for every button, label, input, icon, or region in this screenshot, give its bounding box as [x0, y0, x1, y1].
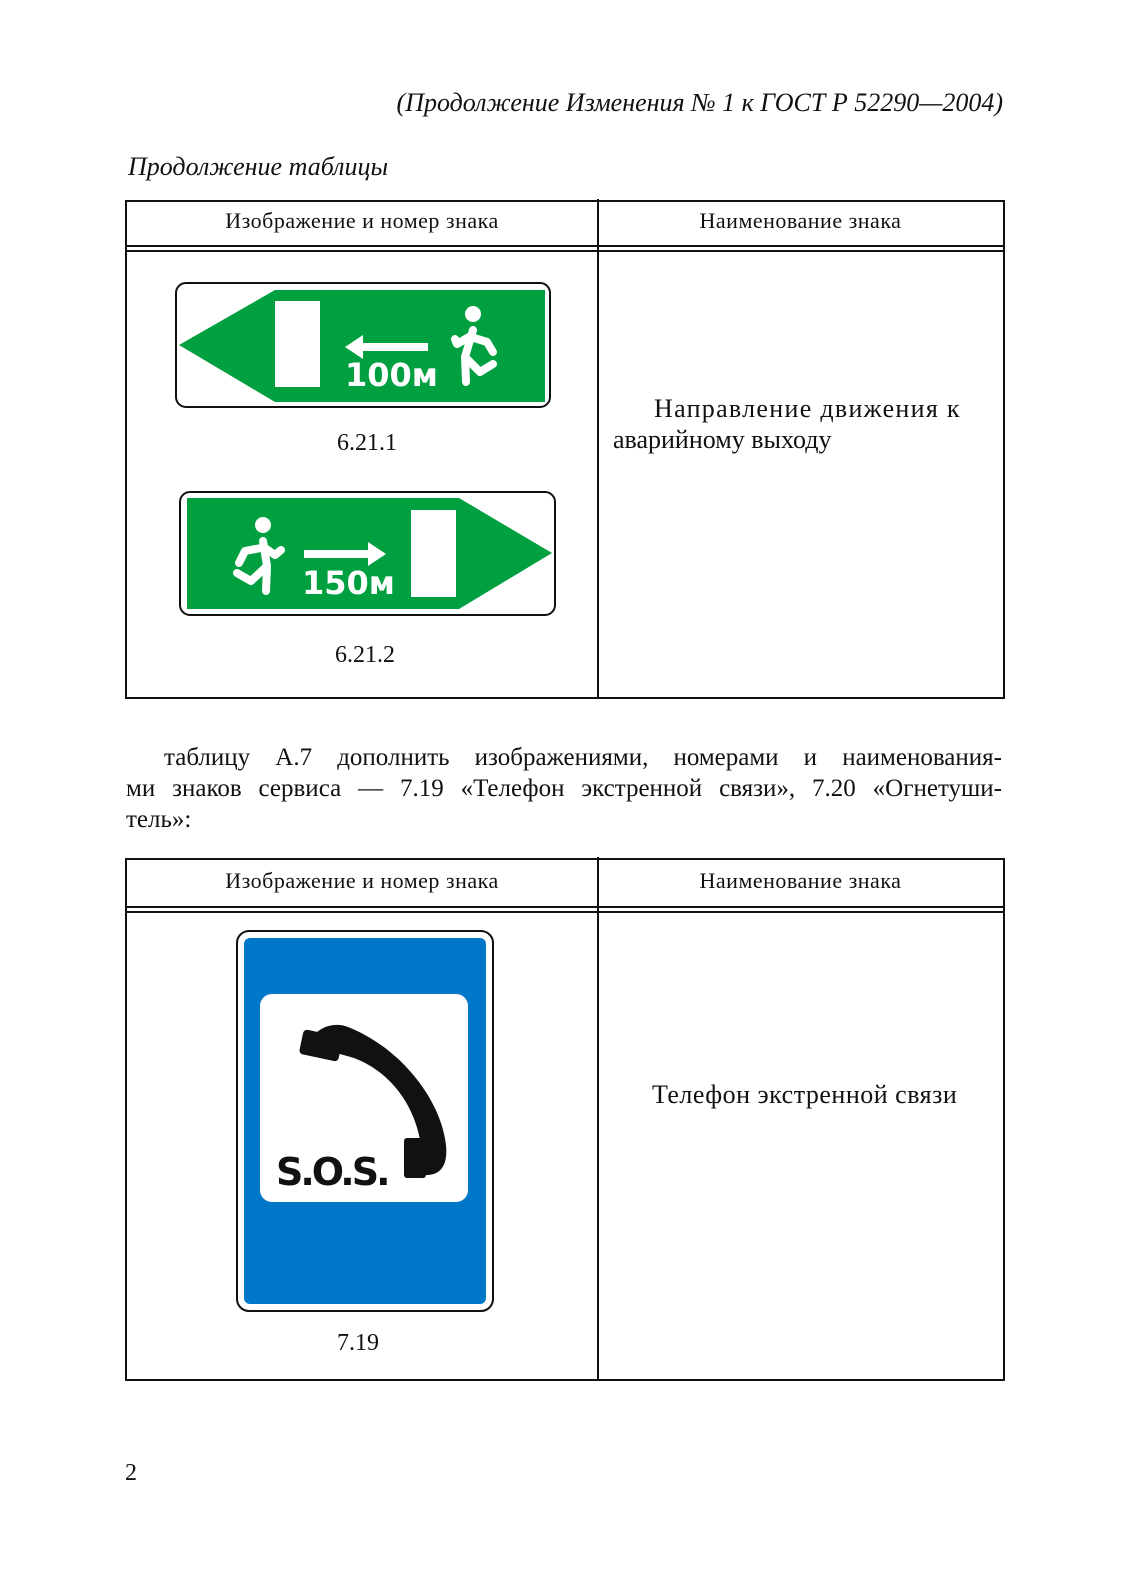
sign-distance: 100м [345, 356, 438, 394]
header-divider [127, 245, 1003, 247]
sign-name: Телефон экстренной связи [652, 1080, 958, 1109]
paragraph-line: тель»: [126, 806, 192, 833]
sign-name-line: аварийному выходу [613, 425, 832, 454]
body-paragraph [126, 742, 1002, 835]
paragraph-line: ми знаков сервиса — 7.19 «Телефон экстренной связи», 7.20 «Огнетуши- [126, 775, 1002, 802]
signs-table-1 [125, 200, 1005, 699]
column-header-name: Наименование знака [699, 208, 902, 233]
paragraph-line: таблицу А.7 дополнить изображениями, номерами и наименования- [164, 744, 1002, 771]
document-header-note: (Продолжение Изменения № 1 к ГОСТ Р 52290—2004) [396, 88, 1003, 117]
header-divider [127, 911, 1003, 913]
table-continuation-title: Продолжение таблицы [128, 152, 389, 181]
sign-7-19-image [236, 930, 495, 1313]
exit-door-icon [411, 510, 456, 597]
sign-number: 6.21.2 [335, 642, 395, 668]
sign-name-line: Направление движения к [654, 394, 961, 423]
sign-6-21-2-image [179, 491, 557, 618]
column-divider [597, 857, 599, 1379]
sos-label: S.O.S. [276, 1150, 388, 1194]
column-header-name: Наименование знака [699, 868, 902, 893]
sign-number: 6.21.1 [337, 430, 397, 456]
column-header-image: Изображение и номер знака [225, 208, 499, 233]
exit-door-icon [275, 301, 320, 387]
sign-number: 7.19 [337, 1330, 379, 1356]
page-number: 2 [125, 1460, 137, 1486]
signs-table-2 [125, 858, 1005, 1381]
header-divider [127, 250, 1003, 252]
header-divider [127, 906, 1003, 908]
sign-distance: 150м [302, 564, 395, 602]
column-header-image: Изображение и номер знака [225, 868, 499, 893]
sign-6-21-1-image [175, 282, 552, 410]
column-divider [597, 199, 599, 697]
